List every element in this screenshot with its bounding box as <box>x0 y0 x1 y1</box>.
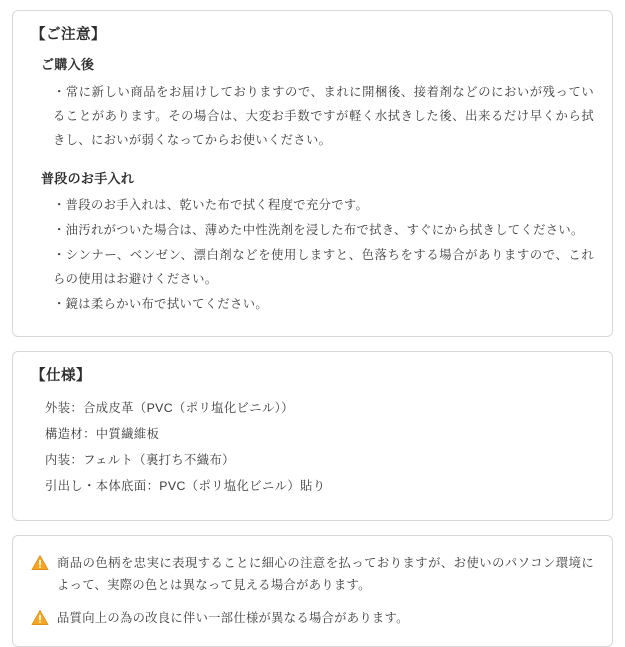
list-item: ・普段のお手入れは、乾いた布で拭く程度で充分です。 <box>53 198 369 213</box>
notice-title: 【ご注意】 <box>31 27 106 43</box>
list-item: 引出し・本体底面：PVC（ポリ塩化ビニル）貼り <box>45 478 326 493</box>
warning-row <box>31 607 594 630</box>
notice-care-heading: 普段のお手入れ <box>41 170 135 186</box>
warning-panel <box>12 535 613 647</box>
spec-list <box>45 396 594 499</box>
list-item: ・油汚れがついた場合は、薄めた中性洗剤を浸した布で拭き、すぐにから拭きしてください。 <box>53 223 584 238</box>
warning-triangle-icon <box>31 609 49 627</box>
spec-panel <box>12 351 613 521</box>
notice-care-list <box>41 194 594 317</box>
list-item: 外装：合成皮革（PVC（ポリ塩化ビニル）） <box>45 401 294 416</box>
warning-triangle-icon <box>31 554 49 572</box>
list-item: ・鏡は柔らかい布で拭いてください。 <box>53 297 268 312</box>
list-item: 内装：フェルト（裏打ち不織布） <box>45 452 235 467</box>
list-item: 構造材：中質繊維板 <box>45 427 160 442</box>
warning-text: 品質向上の為の改良に伴い一部仕様が異なる場合があります。 <box>57 611 409 626</box>
notice-purchase-list <box>41 81 594 153</box>
warning-row <box>31 552 594 597</box>
notice-purchase-heading: ご購入後 <box>41 57 95 73</box>
list-item: ・常に新しい商品をお届けしておりますので、まれに開梱後、接着剤などのにおいが残っていることがあります。その場合は、大変お手数ですが軽く水拭きした後、出来るだけ早くから拭きし、においが弱くなってからお使いください。 <box>53 84 594 147</box>
spec-title: 【仕様】 <box>31 368 91 385</box>
list-item: ・シンナー、ベンゼン、漂白剤などを使用しますと、色落ちをする場合がありますので、これらの使用はお避けください。 <box>53 248 594 287</box>
warning-text: 商品の色柄を忠実に表現することに細心の注意を払っておりますが、お使いのパソコン環境によって、実際の色とは異なって見える場合があります。 <box>57 555 594 593</box>
notice-panel <box>12 10 613 337</box>
